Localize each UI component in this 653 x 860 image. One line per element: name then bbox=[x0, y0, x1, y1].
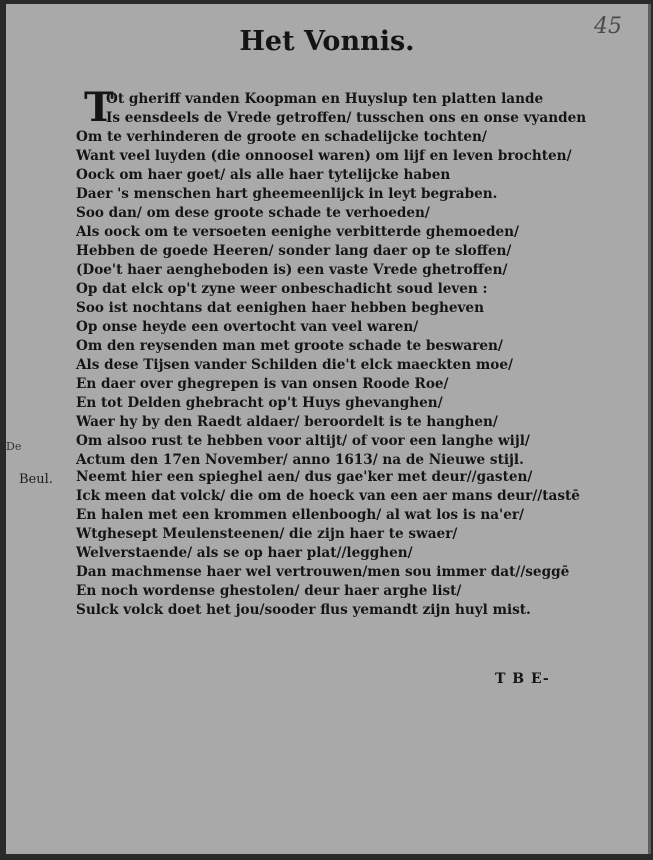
speech-line: Sulck volck doet het jou/sooder flus yemandt zijn huyl mist. bbox=[76, 602, 531, 618]
book-page bbox=[6, 4, 651, 854]
speech-line: Welverstaende/ als se op haer plat//legghen/ bbox=[76, 545, 413, 561]
page-number: 45 bbox=[594, 14, 622, 39]
margin-fragment: De bbox=[6, 440, 22, 453]
verdict-line: En daer over ghegrepen is van onsen Roode Roe/ bbox=[76, 376, 449, 392]
verdict-line: Soo dan/ om dese groote schade te verhoeden/ bbox=[76, 205, 430, 221]
speech-line: Dan machmense haer wel vertrouwen/men sou immer dat//seggē bbox=[76, 564, 570, 580]
verdict-line: Daer 's menschen hart gheemeenlijck in leyt begraben. bbox=[76, 186, 498, 202]
speech-line: Ick meen dat volck/ die om de hoeck van een aer mans deur//tastē bbox=[76, 488, 580, 504]
verdict-line: Op onse heyde een overtocht van veel waren/ bbox=[76, 319, 419, 335]
verdict-line: Waer hy by den Raedt aldaer/ beroordelt is te hanghen/ bbox=[76, 414, 498, 430]
speech-line: Neemt hier een spieghel aen/ dus gae'ker met deur//gasten/ bbox=[76, 469, 533, 485]
verdict-line: Soo ist nochtans dat eenighen haer hebben begheven bbox=[76, 300, 484, 316]
verdict-line: Actum den 17en November/ anno 1613/ na de Nieuwe stijl. bbox=[76, 452, 524, 468]
speech-line: Wtghesept Meulensteenen/ die zijn haer te swaer/ bbox=[76, 526, 458, 542]
page-title: Het Vonnis. bbox=[239, 26, 415, 57]
verdict-line: Als dese Tijsen vander Schilden die't elck maeckten moe/ bbox=[76, 357, 513, 373]
verdict-line: En tot Delden ghebracht op't Huys ghevanghen/ bbox=[76, 395, 443, 411]
speech-line: En halen met een krommen ellenboogh/ al wat los is na'er/ bbox=[76, 507, 524, 523]
verdict-line: Ot gheriff vanden Koopman en Huyslup ten platten lande bbox=[106, 91, 544, 107]
drop-cap: T bbox=[84, 84, 114, 131]
verdict-line: Als oock om te versoeten eenighe verbitterde ghemoeden/ bbox=[76, 224, 520, 240]
verdict-line: Want veel luyden (die onnoosel waren) om lijf en leven brochten/ bbox=[76, 148, 572, 164]
speaker-label: Beul. bbox=[19, 472, 53, 487]
verdict-line: Hebben de goede Heeren/ sonder lang daer op te sloffen/ bbox=[76, 243, 512, 259]
verdict-line: Om te verhinderen de groote en schadelijcke tochten/ bbox=[76, 129, 487, 145]
catchword: T B E- bbox=[495, 671, 550, 687]
verdict-line: Om alsoo rust te hebben voor altijt/ of voor een langhe wijl/ bbox=[76, 433, 530, 449]
verdict-line: Op dat elck op't zyne weer onbeschadicht soud leven : bbox=[76, 281, 488, 297]
verdict-line: Is eensdeels de Vrede getroffen/ tusschen ons en onse vyanden bbox=[106, 110, 587, 126]
speech-line: En noch wordense ghestolen/ deur haer arghe list/ bbox=[76, 583, 462, 599]
verdict-line: Om den reysenden man met groote schade te beswaren/ bbox=[76, 338, 503, 354]
verdict-line: (Doe't haer aengheboden is) een vaste Vrede ghetroffen/ bbox=[76, 262, 508, 278]
verdict-line: Oock om haer goet/ als alle haer tytelijcke haben bbox=[76, 167, 451, 183]
